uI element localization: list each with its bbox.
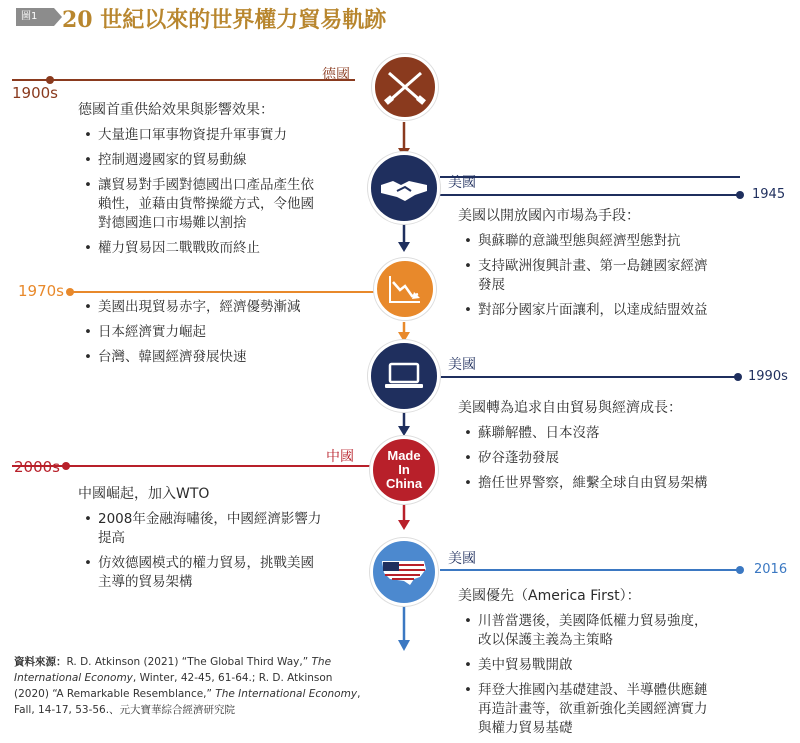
china-text: China [385,476,423,491]
source-journal-1: The International Economy [14,656,332,684]
usa-2016-head: 美國優先（America First）： [458,588,641,604]
usa-1945-item-1: • 與蘇聯的意識型態與經濟型態對抗 [458,232,708,251]
germany-item-4: • 權力貿易因二戰戰敗而終止 [78,239,314,258]
china-item-2: • 仿效德國模式的權力貿易，挑戰美國 主導的貿易架構 [78,554,321,592]
country-usa-2016: 美國 [448,551,476,567]
germany-item-3: • 讓貿易對手國對德國出口產品產生依 賴性，並藉由貨幣操縱方式，令他國 對德國進口市場難以割捨 [78,176,314,233]
handshake-icon [379,173,429,203]
usa-2016-item-1: • 川普當選後，美國降低權力貿易強度， 改以保護主義為主策略 [458,612,708,650]
china-block [78,484,321,592]
country-china: 中國 [326,449,354,465]
declining-chart-icon [388,274,422,304]
laptop-icon [384,361,424,391]
usa-1990-dot [734,373,742,381]
era-1990s: 1990s [748,369,788,384]
usa-2016-item-2: • 美中貿易戰開啟 [458,656,708,675]
usa-1945-item-3: • 對部分國家片面讓利，以達成結盟效益 [458,301,708,320]
in-text: In [398,462,410,477]
germany-head: 德國首重供給效果與影響效果： [78,102,274,118]
era-2016: 2016 [754,562,788,577]
y1970-dot [66,288,74,296]
era-1945: 1945 [752,187,786,202]
figure-tag: 圖1 [16,8,54,26]
usa-2016-item-3: • 拜登大推國內基礎建設、半導體供應鏈 再造計畫等，欲重新強化美國經濟實力 與權力貿易基礎 [458,681,708,738]
source-part-3: , Fall, 14-17, 53-56.、元大寶華綜合經濟研究院 [14,688,361,716]
arrow-4 [398,426,410,436]
source-part-1: R. D. Atkinson (2021) “The Global Third Way,” [66,656,312,668]
era-1970s: 1970s [18,282,64,300]
usa-1945-item-2: • 支持歐洲復興計畫、第一島鏈國家經濟 發展 [458,257,708,295]
usa-1990-head: 美國轉為追求自由貿易與經濟成長： [458,400,682,416]
china-dot [62,462,70,470]
china-item-1: • 2008年金融海嘯後，中國經濟影響力 提高 [78,510,321,548]
arrow-5 [398,520,410,530]
germany-item-2: • 控制週邊國家的貿易動線 [78,151,314,170]
country-germany: 德國 [322,67,350,83]
arrow-2 [398,242,410,252]
y1970-item-1: • 美國出現貿易赤字，經濟優勢漸減 [78,298,301,317]
usa-1945-head: 美國以開放國內市場為手段： [458,208,640,224]
usa-1990-circle [368,340,440,412]
source-label: 資料來源： [14,656,67,668]
y1970-block [78,292,301,367]
usa-1990-item-1: • 蘇聯解體、日本沒落 [458,424,708,443]
y1970-item-2: • 日本經濟實力崛起 [78,323,301,342]
germany-line-dot [46,76,54,84]
era-1900s: 1900s [12,84,58,102]
germany-circle [372,54,438,120]
germany-block [78,100,314,258]
crossed-rifles-icon [383,67,427,107]
usa-2016-dot [736,566,744,574]
usa-1990-item-3: • 擔任世界警察，維繫全球自由貿易架構 [458,474,708,493]
country-usa-1945: 美國 [448,175,476,191]
usa-2016-block [458,586,708,738]
source-part-2: , Winter, 42-45, 61-64.; R. D. Atkinson (2020) “A Remarkable Resemblance,” [14,672,333,700]
usa-2016-circle [370,538,438,606]
germany-item-1: • 大量進口軍事物資提升軍事實力 [78,126,314,145]
arrow-6 [398,640,410,651]
country-usa-1990: 美國 [448,357,476,373]
source-journal-2: The International Economy [215,688,358,700]
usa-1945-block [458,206,708,320]
china-head: 中國崛起，加入WTO [78,486,210,502]
figure-title: 20 世紀以來的世界權力貿易軌跡 [62,7,387,33]
usa-1945-circle [368,152,440,224]
usa-1990-item-2: • 矽谷蓬勃發展 [458,449,708,468]
y1970-item-3: • 台灣、韓國經濟發展快速 [78,348,301,367]
source-note [14,654,364,718]
made-text: Made [387,448,421,463]
us-flag-map-icon [380,557,428,587]
era-2000s: 2000s [14,458,60,476]
usa-1990-block [458,398,708,493]
y1970-circle [374,258,436,320]
made-in-china-icon [370,436,438,504]
